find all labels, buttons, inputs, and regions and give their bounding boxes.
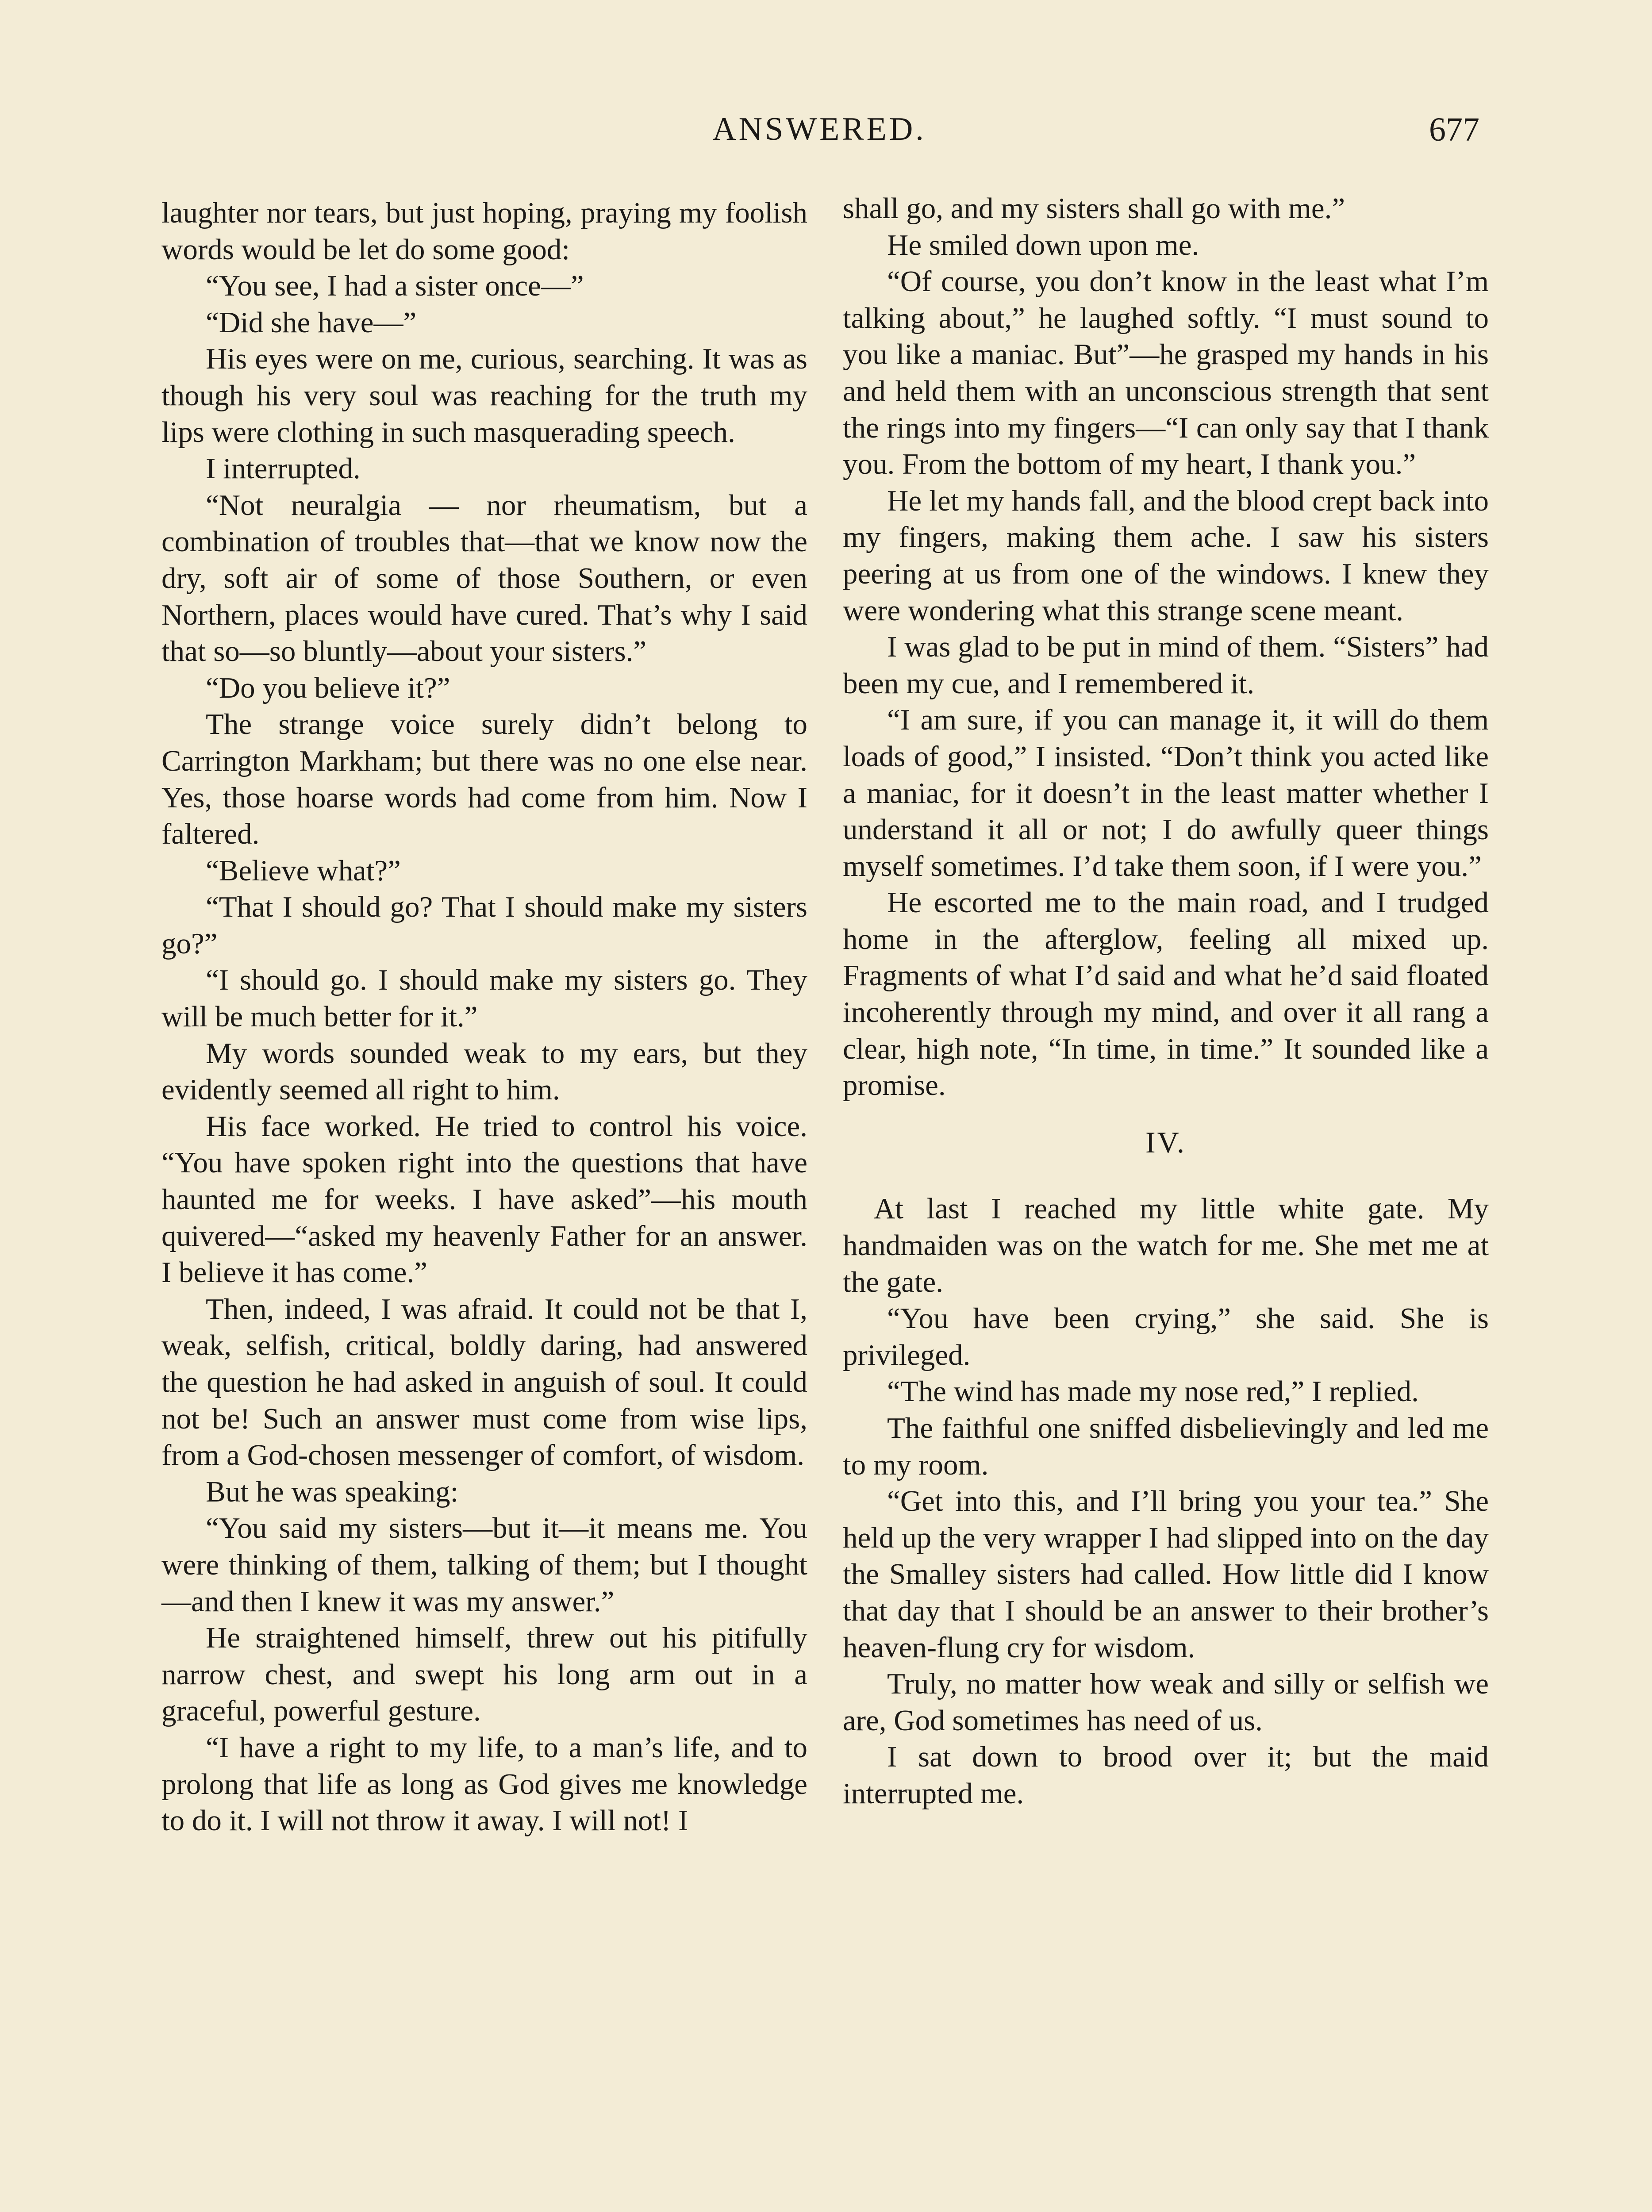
paragraph: But he was speaking:: [206, 1475, 459, 1508]
paragraph: “Get into this, and I’ll bring you your tea.” She held up the very wrapper I had slipped into on the day the Smalley sisters had called. How little did I know that day that I should be an answer to their brother’s heaven-flung cry for wisdom.: [843, 1485, 1489, 1664]
paragraph: “Of course, you don’t know in the least what I’m talking about,” he laughed softly. “I must sound to you like a maniac. But”—he grasped my hands in his and held them with an unconscious strength that sent the rings into my fingers—“I can only say that I thank you. From the bottom of my heart, I thank you.”: [843, 265, 1489, 481]
paragraph: “You have been crying,” she said. She is privileged.: [843, 1302, 1489, 1371]
paragraph: “Believe what?”: [206, 854, 401, 887]
paragraph: My words sounded weak to my ears, but they evidently seemed all right to him.: [161, 1037, 807, 1106]
paragraph: He let my hands fall, and the blood crept back into my fingers, making them ache. I saw his sisters peering at us from one of the windows. I knew they were wondering what this strange scene meant.: [843, 484, 1489, 627]
paragraph: “You said my sisters—but it—it means me. You were thinking of them, talking of them; but I thought—and then I knew it was my answer.”: [161, 1512, 807, 1618]
paragraph: “That I should go? That I should make my sisters go?”: [161, 891, 807, 960]
page-header: [159, 111, 1479, 164]
paragraph: “Not neuralgia — nor rheumatism, but a combination of troubles that—that we know now the dry, soft air of some of those Southern, or even Northern, places would have cured. That’s why I said that so—so bluntly—about your sisters.”: [161, 488, 807, 668]
paragraph: “Did she have—”: [206, 306, 417, 339]
paragraph: “Do you believe it?”: [206, 671, 450, 704]
paragraph: He escorted me to the main road, and I trudged home in the afterglow, feeling all mixed up. Fragments of what I’d said and what he’d said floated incoherently through my mind, and over it all rang a clear, high note, “In time, in time.” It sounded like a promise.: [843, 886, 1489, 1102]
paragraph: The faithful one sniffed disbelievingly and led me to my room.: [843, 1412, 1489, 1481]
paragraph: His eyes were on me, curious, searching. It was as though his very soul was reaching for the truth my lips were clothing in such masquerading speech.: [161, 342, 807, 449]
paragraph: He smiled down upon me.: [887, 228, 1199, 261]
running-head: ANSWERED.: [712, 111, 926, 147]
paragraph: “The wind has made my nose red,” I replied.: [887, 1375, 1419, 1408]
paragraph: I sat down to brood over it; but the maid interrupted me.: [843, 1740, 1489, 1810]
paragraph: He straightened himself, threw out his pitifully narrow chest, and swept his long arm out in a graceful, powerful gesture.: [161, 1621, 807, 1728]
paragraph: “You see, I had a sister once—”: [206, 269, 584, 303]
paragraph: I interrupted.: [206, 452, 361, 485]
paragraph: Truly, no matter how weak and silly or selfish we are, God sometimes has need of us.: [843, 1667, 1489, 1737]
paragraph: “I am sure, if you can manage it, it will do them loads of good,” I insisted. “Don’t think you acted like a maniac, for it doesn’t in the least matter whether I understand it all or not; I do awfully queer things myself sometimes. I’d take them soon, if I were you.”: [843, 703, 1489, 883]
paragraph: At last I reached my little white gate. My handmaiden was on the watch for me. She met me at the gate.: [843, 1192, 1489, 1298]
paragraph: laughter nor tears, but just hoping, praying my foolish words would be let do some good:: [161, 196, 807, 266]
paragraph: The strange voice surely didn’t belong to Carrington Markham; but there was no one else near. Yes, those hoarse words had come from him. Now I faltered.: [161, 708, 807, 851]
paragraph: Then, indeed, I was afraid. It could not be that I, weak, selfish, critical, boldly daring, had answered the question he had asked in anguish of soul. It could not be! Such an answer must come from wise lips, from a God-chosen messenger of comfort, of wisdom.: [161, 1292, 807, 1472]
paragraph: “I should go. I should make my sisters go. They will be much better for it.”: [161, 964, 807, 1033]
paragraph: “I have a right to my life, to a man’s life, and to prolong that life as long as God gives me knowledge to do it. I will not throw it away. I will not! I: [161, 1731, 807, 1837]
right-column-part-two: [843, 1190, 1489, 1812]
right-column-part-one: [843, 190, 1489, 1104]
left-column: [161, 195, 807, 1839]
right-column: [843, 190, 1489, 1812]
page-number: 677: [1429, 111, 1479, 148]
paragraph: shall go, and my sisters shall go with me.”: [843, 192, 1345, 225]
section-heading: IV.: [1145, 1125, 1186, 1159]
paragraph: His face worked. He tried to control his voice. “You have spoken right into the questions that have haunted me for weeks. I have asked”—his mouth quivered—“asked my heavenly Father for an answer. I believe it has come.”: [161, 1110, 807, 1289]
paragraph: I was glad to be put in mind of them. “Sisters” had been my cue, and I remembered it.: [843, 630, 1489, 700]
